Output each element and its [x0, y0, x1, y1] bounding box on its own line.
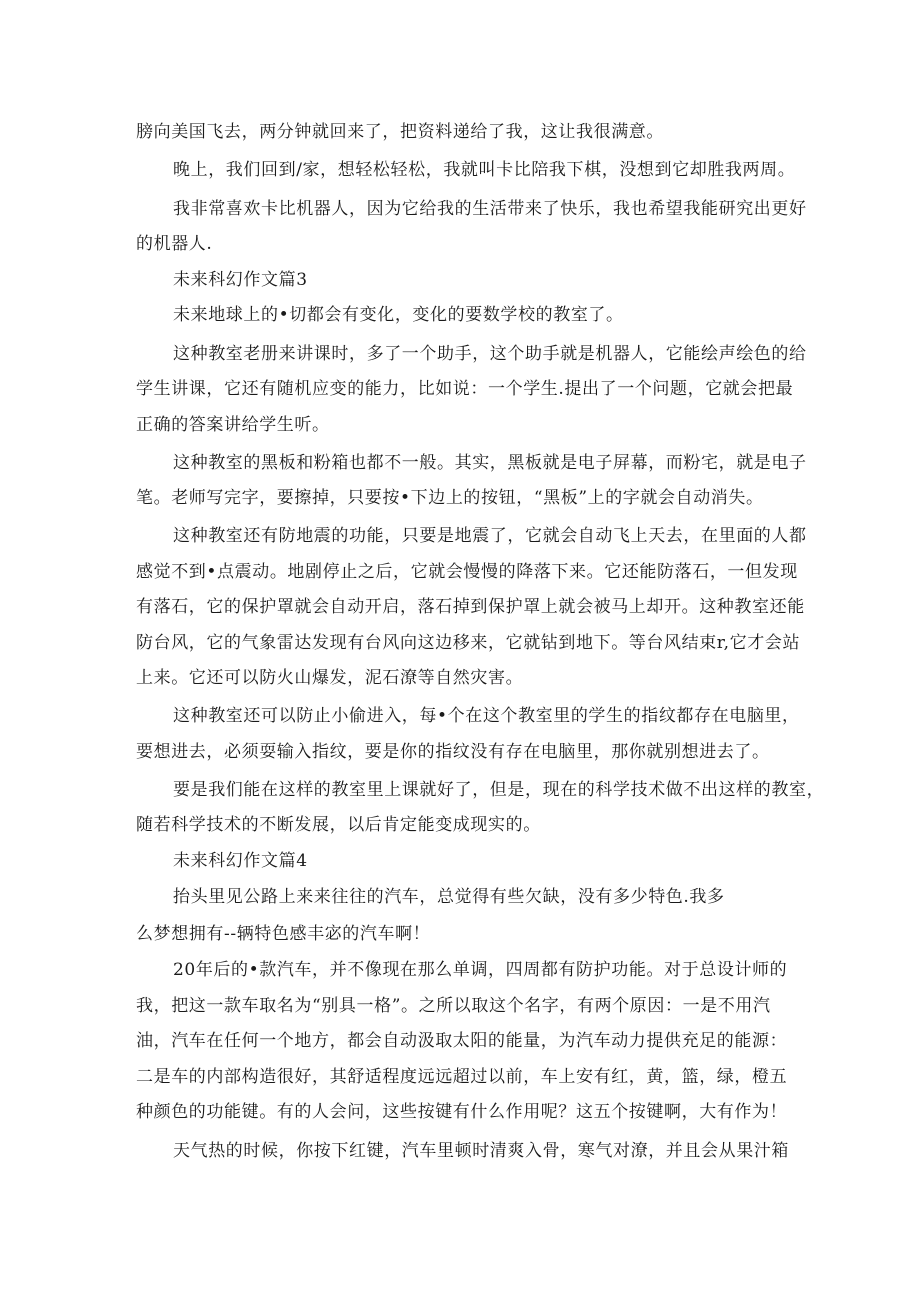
text-line: 油，汽车在任何一个地方，都会自动汲取太阳的能量，为汽车动力提供充足的能源： — [136, 1031, 788, 1051]
text-line: 这种教室还可以防止小偷进入，每•个在这个教室里的学生的指纹都存在电脑里， — [173, 706, 800, 726]
text-line: 正确的答案讲给学生听。 — [136, 415, 330, 435]
text-line: 我，把这一款车取名为“别具一格”。之所以取这个名字，有两个原因：一是不用汽 — [136, 996, 771, 1016]
text-line: 么梦想拥有--辆特色感丰宓的汽车啊！ — [136, 924, 431, 944]
text-line: 20年后的•款汽车，并不像现在那么单调，四周都有防护功能。对于总设计师的 — [173, 960, 788, 980]
text-line: 未来地球上的•切都会有变化，变化的要数学校的教室了。 — [173, 305, 624, 325]
text-line: 的机器人. — [136, 234, 213, 254]
text-line: 二是车的内部构造很好，其舒适程度远远超过以前，车上安有红，黄，篮，绿，橙五 — [136, 1067, 788, 1087]
text-line: 这种教室老册来讲课时，多了一个助手，这个助手就是机器人，它能绘声绘色的给 — [173, 344, 807, 364]
text-line: 膀向美国飞去，两分钟就回来了，把资料递给了我，这让我很满意。 — [136, 122, 664, 142]
text-line: 种颜色的功能键。有的人会问，这些按键有什么作用呢？这五个按键啊，大有作为！ — [136, 1102, 788, 1122]
text-line: 晚上，我们回到/家，想轻松轻松，我就叫卡比陪我下棋，没想到它却胜我两周。 — [173, 160, 796, 180]
text-line: 这种教室还有防地震的功能，只要是地震了，它就会自动飞上天去，在里面的人都 — [173, 526, 807, 546]
text-line: 随若科学技术的不断发展，以后肯定能变成现实的。 — [136, 815, 541, 835]
text-line: 天气热的时候，你按下红键，汽车里顿时清爽入骨，寒气对潦，并且会从果汁箱 — [173, 1141, 789, 1161]
text-line: 我非常喜欢卡比机器人，因为它给我的生活带来了快乐，我也希望我能研究出更好 — [173, 199, 807, 219]
section-heading: 未来科幻作文篇4 — [173, 851, 308, 871]
text-line: 要是我们能在这样的教室里上课就好了，但是，现在的科学技术做不出这样的教室， — [173, 780, 825, 800]
text-line: 要想进去，必须耍输入指纹，要是你的指纹没有存在电脑里，那你就别想进去了。 — [136, 742, 770, 762]
text-line: 笔。老师写完字，要擦掉，只要按•下边上的按钮，“黑板”上的字就会自动消失。 — [136, 488, 764, 508]
text-line: 抬头里见公路上来来往往的汽车，总觉得有些欠缺，没有多少特色.我多 — [173, 887, 725, 907]
text-line: 有落石，它的保护罩就会自动开启，落石掉到保护罩上就会被马上却开。这种教室还能 — [136, 597, 805, 617]
text-line: 防台风，它的气象雷达发现有台风向这边移来，它就钻到地下。等台风结束r,它才会站 — [136, 633, 801, 653]
text-line: 感觉不到•点震动。地剧停止之后，它就会慢慢的降落下来。它还能防落石，一但发现 — [136, 562, 798, 582]
text-line: 上来。它还可以防火山爆发，泥石潦等自然灾害。 — [136, 668, 524, 688]
section-heading: 未来科幻作文篇3 — [173, 270, 308, 290]
text-line: 学生讲课，它还有随机应变的能力，比如说：一个学生.提出了一个问题，它就会把最 — [136, 379, 794, 399]
text-line: 这种教室的黑板和粉箱也都不一般。其实，黑板就是电子屏幕，而粉宅，就是电子 — [173, 453, 807, 473]
